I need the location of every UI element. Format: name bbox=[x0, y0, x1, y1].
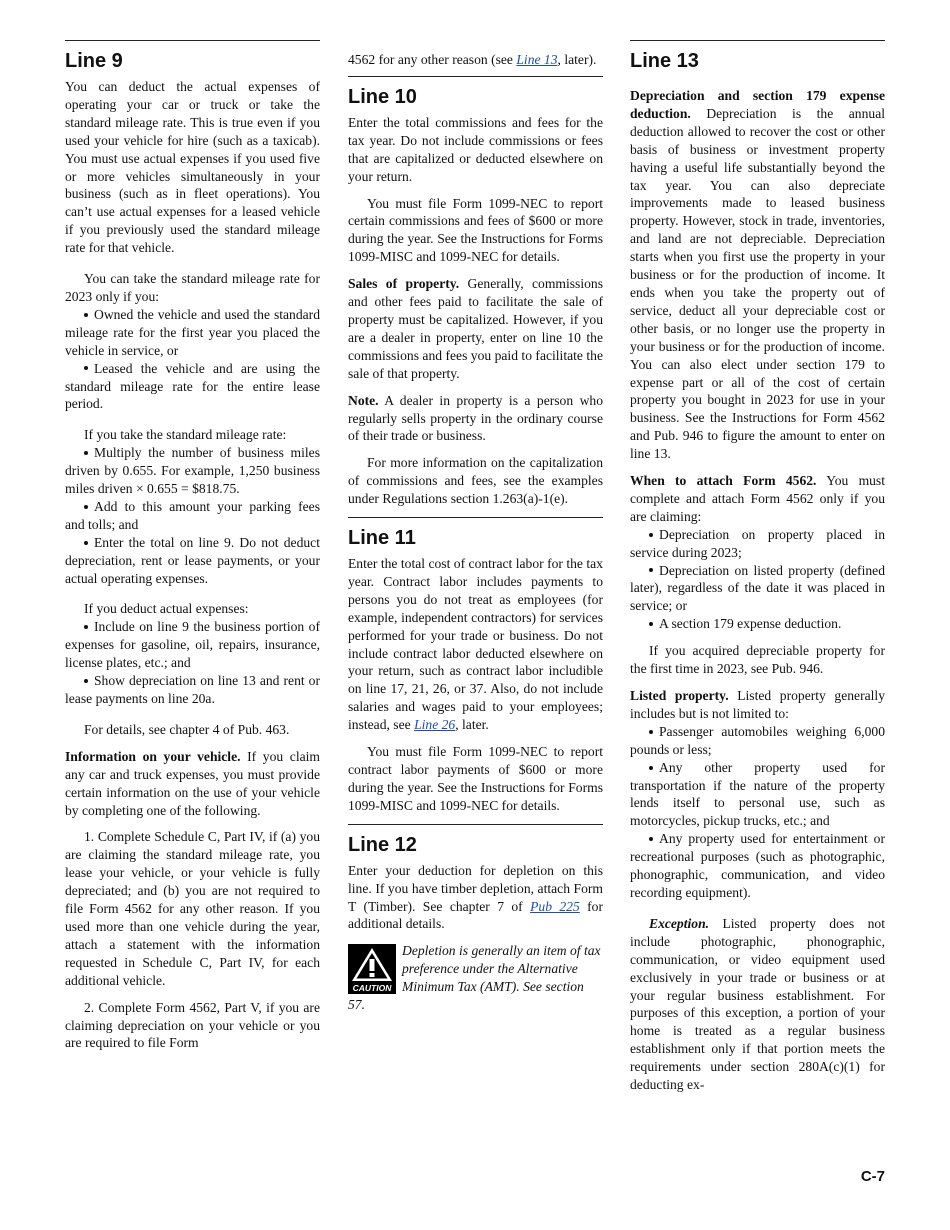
bullet-icon bbox=[649, 837, 653, 841]
column-2 bbox=[348, 40, 603, 1014]
depreciation-label: Depreciation and section 179 expense deduction. bbox=[630, 88, 885, 121]
pub-225-link[interactable]: Pub 225 bbox=[530, 898, 580, 914]
line-11-paragraph: Enter the total cost of contract labor for the tax year. Contract labor includes payments to persons you do not treat as employees (for example, independent contractors) for services performed for your trade or business. Do not include contract labor deducted elsewhere on your return, such as contract labor includible on line 17, 21, 26, or 37. Also, do not include salaries and wages paid to your employees; instead, see Line 26, later. bbox=[348, 556, 603, 733]
line-13-heading: Line 13 bbox=[630, 50, 699, 72]
bullet-icon bbox=[649, 730, 653, 734]
line-9-paragraph: For details, see chapter 4 of Pub. 463. bbox=[84, 721, 290, 737]
column-1 bbox=[65, 40, 320, 1052]
line-11-heading: Line 11 bbox=[348, 527, 416, 550]
bullet-item: Any other property used for transportation if the nature of the property lends itself to personal use, such as motorcycles, pickup trucks, etc.; and bbox=[630, 759, 885, 829]
bullet-icon bbox=[649, 568, 653, 572]
bullet-item: Enter the total on line 9. Do not deduct depreciation, rent or lease payments, or your actual operating expenses. bbox=[65, 534, 320, 586]
bullet-icon bbox=[84, 625, 88, 629]
line-10-heading: Line 10 bbox=[348, 85, 417, 108]
bullet-item: Owned the vehicle and used the standard mileage rate for the first year you placed the vehicle in service, or bbox=[65, 306, 320, 358]
line-9-paragraph: If you deduct actual expenses: bbox=[84, 601, 249, 617]
bullet-icon bbox=[84, 366, 88, 370]
bullet-icon bbox=[84, 541, 88, 545]
page-number: C-7 bbox=[860, 1168, 885, 1185]
bullet-icon bbox=[649, 766, 653, 770]
bullet-icon bbox=[649, 622, 653, 626]
bullet-item: A section 179 expense deduction. bbox=[630, 615, 885, 633]
bullet-item: Any property used for entertainment or recreational purposes (such as photographic, phonographic, communication, and video recording equipment). bbox=[630, 831, 885, 900]
line-9-paragraph: You can deduct the actual expenses of operating your car or truck or take the standard mileage rate. This is true even if you used your vehicle for hire (such as a taxicab). You must use actual expenses if you used five or more vehicles simultaneously in your business (such as in fleet operations). You can’t use actual expenses for a leased vehicle if you previously used the standard mileage rate for that vehicle. bbox=[65, 79, 320, 256]
vehicle-info-label: Information on your vehicle. bbox=[65, 748, 241, 764]
section-divider bbox=[65, 40, 320, 41]
exception-paragraph: Exception. Listed property does not include photographic, phonographic, communication, or video equipment used exclusively in your trade or business or at your regular business establishment. For purposes of this exception, a portion of your home is treated as a regular business establishment only if that portion meets the requirements under section 280A(c)(1) for deducting ex- bbox=[630, 915, 885, 1093]
bullet-item: Add to this amount your parking fees and tolls; and bbox=[65, 498, 320, 532]
line-10-paragraph: For more information on the capitalization of commissions and fees, see the examples under Regulations section 1.263(a)-1(e). bbox=[348, 455, 603, 507]
section-divider bbox=[348, 76, 603, 77]
line-11-paragraph: You must file Form 1099-NEC to report contract labor payments of $600 or more during the year. See the Instructions for Forms 1099-MISC and 1099-NEC for details. bbox=[348, 744, 603, 813]
attach-form-label: When to attach Form 4562. bbox=[630, 473, 817, 489]
sales-of-property-label: Sales of property. bbox=[348, 276, 460, 292]
section-divider bbox=[348, 517, 603, 518]
section-divider bbox=[348, 824, 603, 825]
bullet-icon bbox=[84, 451, 88, 455]
column-3 bbox=[630, 40, 885, 1094]
listed-property-label: Listed property. bbox=[630, 688, 729, 703]
note-label: Note. bbox=[348, 392, 379, 408]
bullet-icon bbox=[649, 533, 653, 537]
note-paragraph: Note. A dealer in property is a person who regularly sells property in the ordinary course of their trade or business. bbox=[348, 392, 603, 444]
bullet-item: Passenger automobiles weighing 6,000 pounds or less; bbox=[630, 723, 885, 757]
caution-text: Depletion is generally an item of tax preference under the Alternative Minimum Tax (AMT). See section 57. bbox=[348, 943, 601, 1013]
caution-label: CAUTION bbox=[352, 983, 392, 994]
line-12-paragraph: Enter your deduction for depletion on this line. If you have timber depletion, attach Form T (Timber). See chapter 7 of Pub 225 for additional details. bbox=[348, 862, 603, 932]
exception-label: Exception. bbox=[649, 915, 710, 931]
caution-note bbox=[348, 942, 603, 1014]
vehicle-info-paragraph: Information on your vehicle. If you claim any car and truck expenses, you must provide certain information on the use of your vehicle by completing one of the following. bbox=[65, 748, 320, 818]
continued-paragraph: 4562 for any other reason (see Line 13, later). bbox=[348, 52, 597, 67]
bullet-icon bbox=[84, 679, 88, 683]
bullet-item: Leased the vehicle and are using the standard mileage rate for the entire lease period. bbox=[65, 360, 320, 412]
depreciation-paragraph: Depreciation and section 179 expense deduction. Depreciation is the annual deduction allowed to recover the cost or other basis of business or investment property having a useful life substantially beyond the tax year. You can also depreciate improvements made to leased business property. However, stock in trade, inventories, and land are not depreciable. Depreciation starts when you first use the property in your business or for the production of income. It ends when you take the property out of service, deduct all your depreciable cost or other basis, or no longer use the property in your business or for the production of income. You can also elect under section 179 to expense part or all of the cost of certain property you bought in 2023 for use in your business. See the Instructions for Form 4562 and Pub. 946 to figure the amount to enter on line 13. bbox=[630, 88, 885, 462]
bullet-icon bbox=[84, 505, 88, 509]
sales-of-property-paragraph: Sales of property. Generally, commissions and other fees paid to facilitate the sale of property must be capitalized. However, if you are a dealer in property, enter on line 10 the commissions and fees you paid to facilitate the sale of that property. bbox=[348, 276, 604, 381]
line-26-link[interactable]: Line 26 bbox=[414, 717, 456, 733]
bullet-icon bbox=[84, 313, 88, 317]
line-9-heading: Line 9 bbox=[65, 50, 123, 72]
line-10-paragraph: You must file Form 1099-NEC to report certain commissions and fees of $600 or more during the year. See the Instructions for Forms 1099-MISC and 1099-NEC for details. bbox=[348, 195, 603, 265]
line-13-link[interactable]: Line 13 bbox=[516, 52, 558, 67]
bullet-item: Include on line 9 the business portion of expenses for gasoline, oil, repairs, insurance, license plates, etc.; and bbox=[65, 619, 320, 671]
bullet-item: Depreciation on listed property (defined later), regardless of the date it was placed in service; or bbox=[630, 562, 885, 614]
line-9-paragraph: You can take the standard mileage rate for 2023 only if you: bbox=[65, 271, 320, 304]
listed-property-paragraph: Listed property. Listed property generally includes but is not limited to: bbox=[630, 688, 886, 721]
bullet-item: Multiply the number of business miles driven by 0.655. For example, 1,250 business miles driven × 0.655 = $818.75. bbox=[65, 445, 320, 497]
caution-icon bbox=[348, 944, 396, 994]
bullet-item: Depreciation on property placed in service during 2023; bbox=[630, 526, 885, 560]
attach-form-paragraph: When to attach Form 4562. You must complete and attach Form 4562 only if you are claiming: bbox=[630, 473, 886, 524]
line-10-paragraph: Enter the total commissions and fees for the tax year. Do not include commissions or fees that are capitalized or deducted elsewhere on your return. bbox=[348, 114, 603, 184]
line-12-heading: Line 12 bbox=[348, 833, 417, 856]
numbered-item: 1. Complete Schedule C, Part IV, if (a) you are claiming the standard mileage rate, you lease your vehicle, or your vehicle is fully depreciated; and (b) you are not required to file Form 4562 for any other reason. If you used more than one vehicle during the year, attach a statement with the information requested in Schedule C, Part IV, for each additional vehicle. bbox=[65, 829, 320, 988]
numbered-item: 2. Complete Form 4562, Part V, if you are claiming depreciation on your vehicle or you are required to file Form bbox=[65, 999, 320, 1051]
line-13-paragraph: If you acquired depreciable property for the first time in 2023, see Pub. 946. bbox=[630, 643, 885, 677]
section-divider bbox=[630, 40, 885, 41]
bullet-item: Show depreciation on line 13 and rent or lease payments on line 20a. bbox=[65, 673, 320, 706]
line-9-paragraph: If you take the standard mileage rate: bbox=[84, 427, 287, 443]
